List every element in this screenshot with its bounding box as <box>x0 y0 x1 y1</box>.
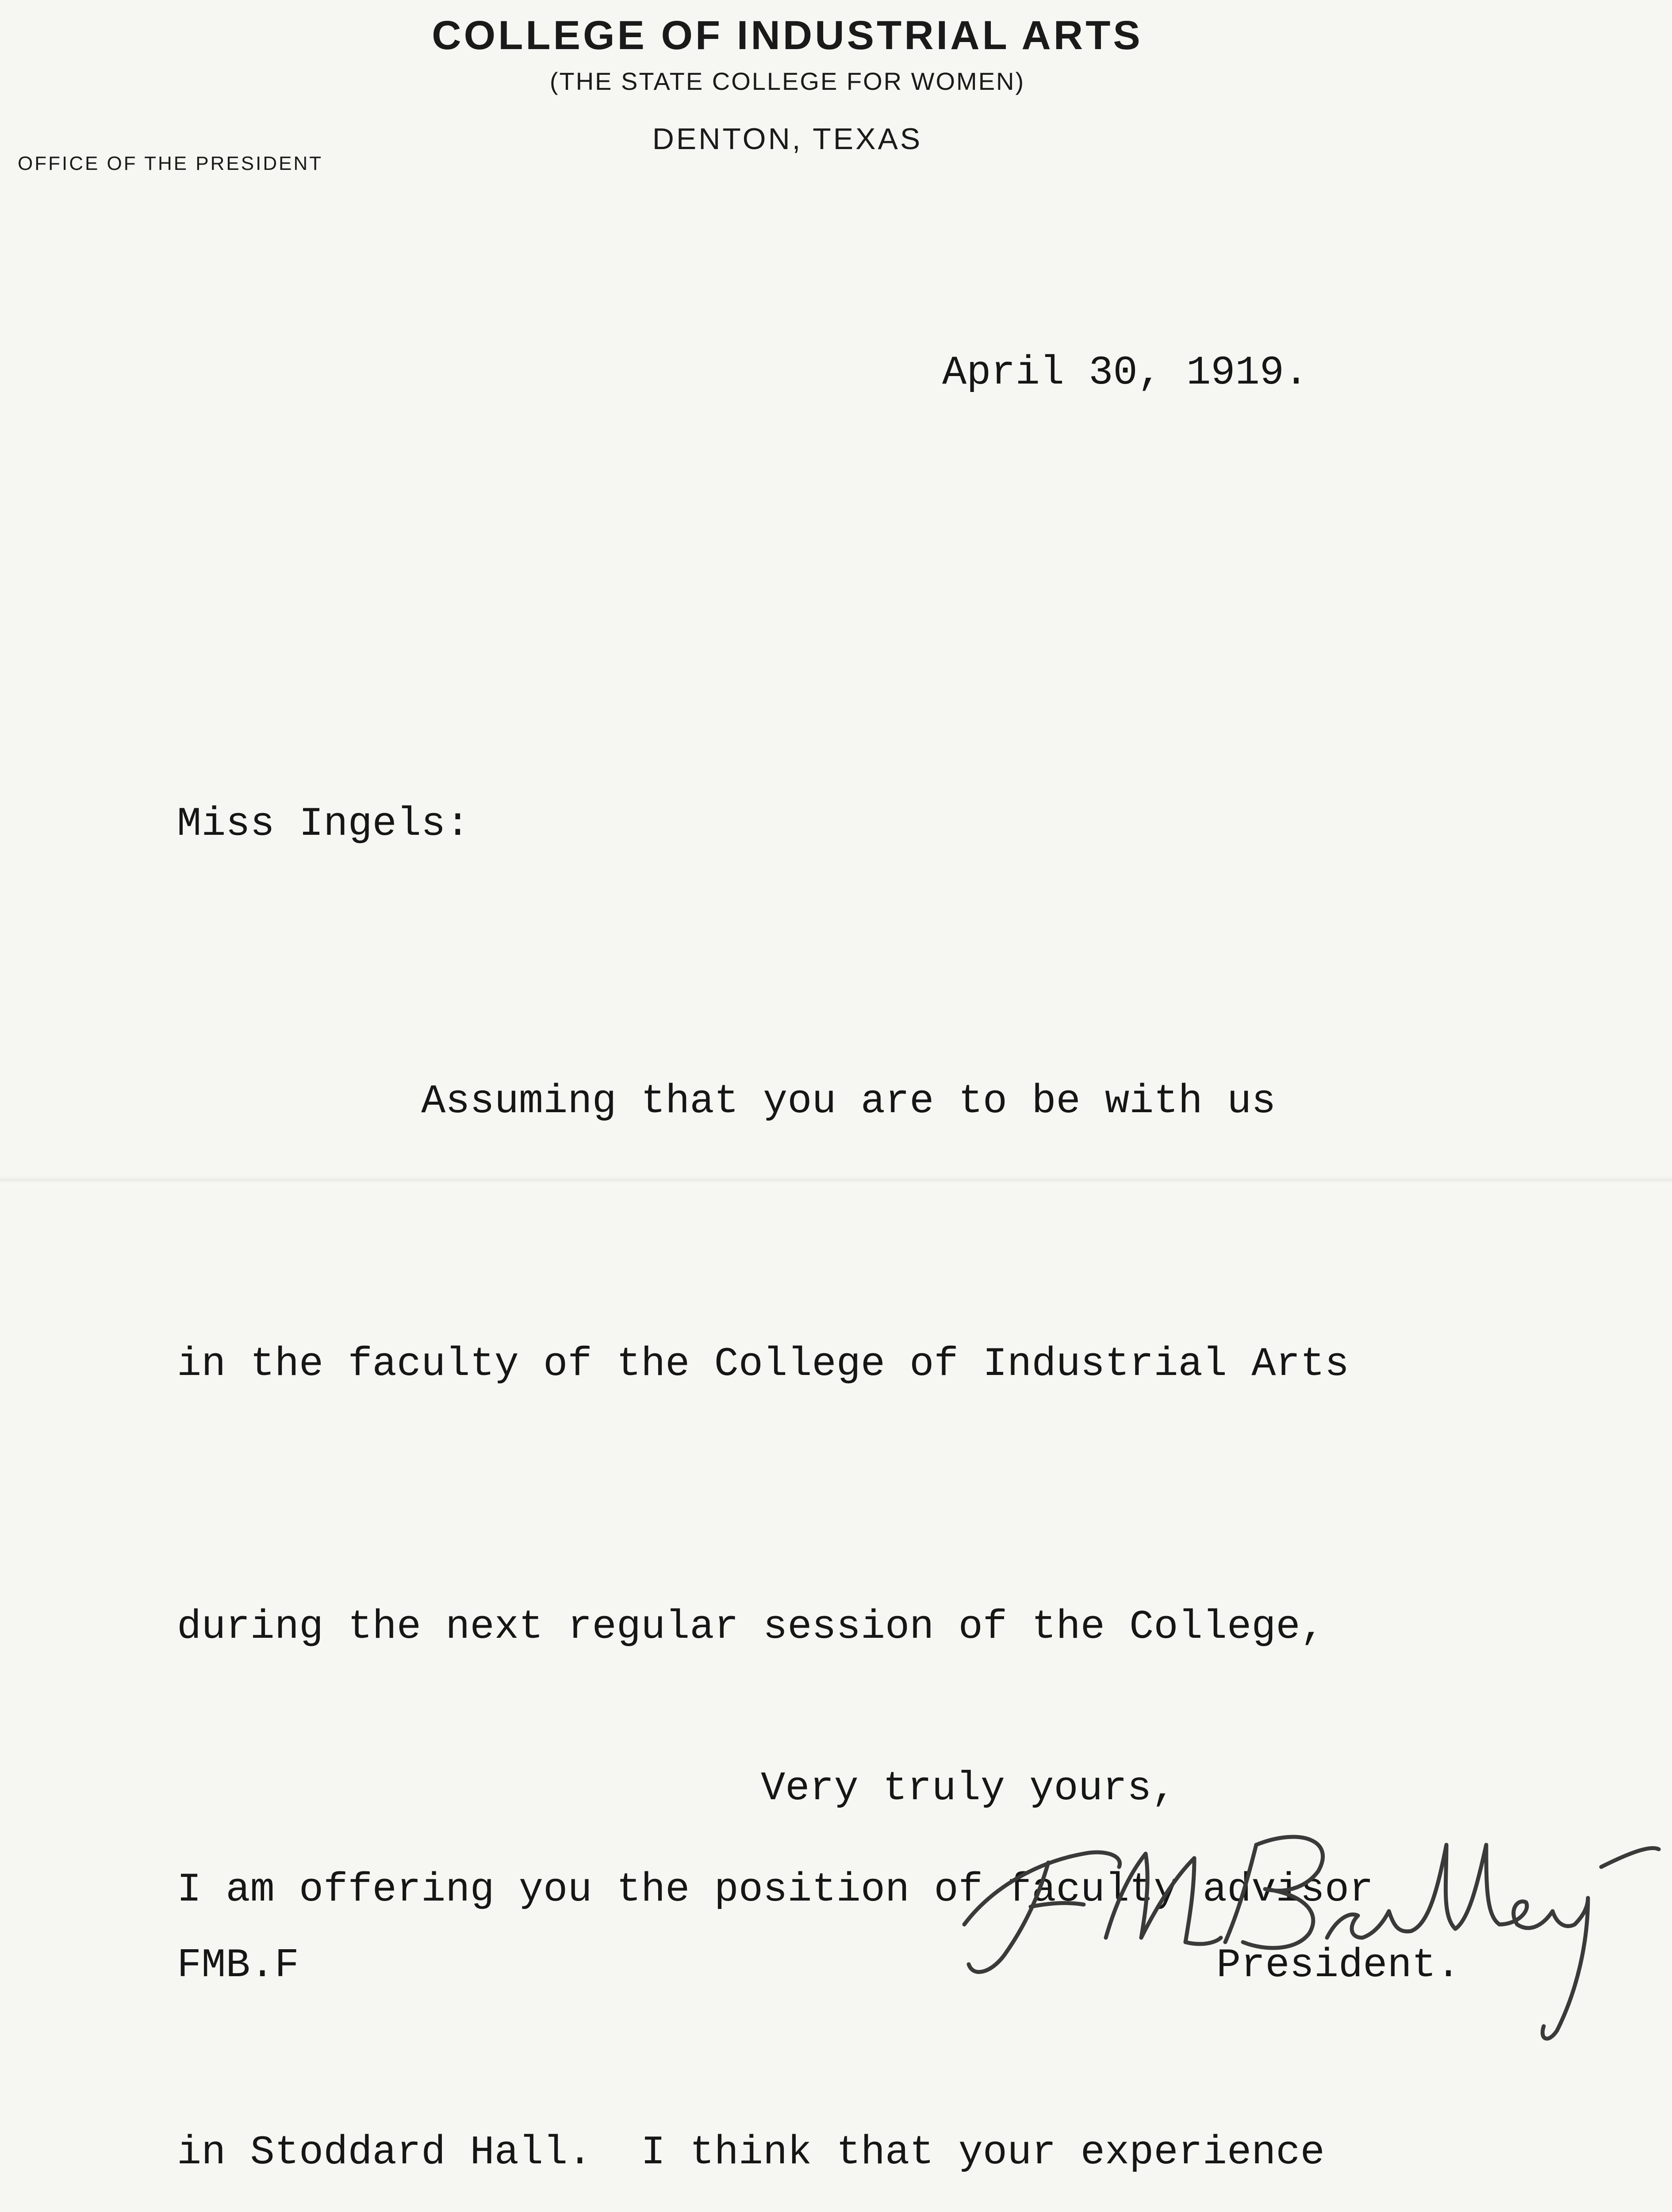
body-line: during the next regular session of the College, <box>177 1604 1325 1650</box>
typist-initials: FMB.F <box>177 1942 299 1989</box>
letterhead-college-name: COLLEGE OF INDUSTRIAL ARTS <box>432 13 1143 58</box>
body-line: in the faculty of the College of Industrial Arts <box>177 1341 1350 1387</box>
body-line: I am offering you the position of faculty advisor <box>177 1866 1374 1913</box>
body-line: in Stoddard Hall. I think that your experience <box>177 2129 1325 2176</box>
handwritten-signature <box>938 1778 1668 2053</box>
letterhead-subtitle: (THE STATE COLLEGE FOR WOMEN) <box>549 67 1025 95</box>
letterhead-city: DENTON, TEXAS <box>652 122 923 156</box>
letter-salutation: Miss Ingels: <box>177 801 470 847</box>
letter-closing: Very truly yours, <box>761 1765 1176 1812</box>
letter-date: April 30, 1919. <box>942 349 1309 396</box>
letterhead-office: OFFICE OF THE PRESIDENT <box>18 153 323 174</box>
letterhead <box>389 9 1185 161</box>
body-line: Assuming that you are to be with us <box>177 1078 1276 1125</box>
signer-title: President. <box>1216 1942 1461 1989</box>
